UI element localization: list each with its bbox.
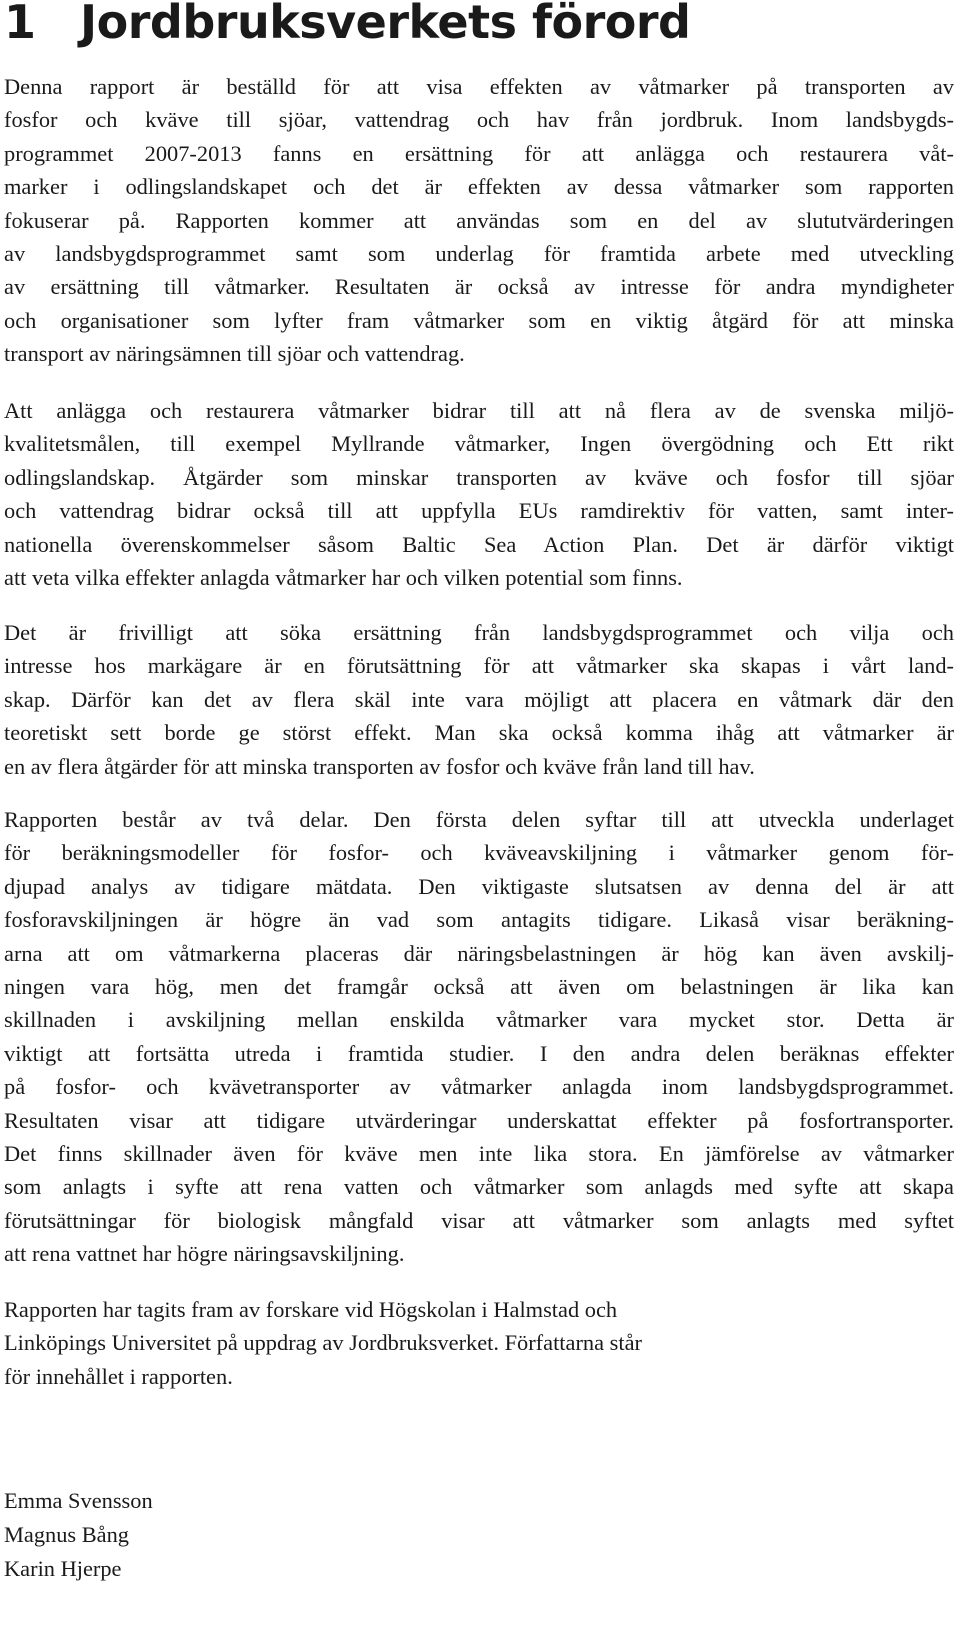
paragraph-authors — [4, 1293, 954, 1393]
text-line: transport av näringsämnen till sjöar och vattendrag. — [4, 341, 465, 367]
text-line: Rapporten har tagits fram av forskare vid Högskolan i Halmstad och — [4, 1297, 618, 1322]
paragraph-report-parts — [4, 803, 954, 1271]
text-line: Linköpings Universitet på uppdrag av Jordbruksverket. Författarna står — [4, 1330, 642, 1356]
text-line: Det finns skillnader även för kväve men inte lika stora. En jämförelse av våtmarker — [4, 1141, 954, 1167]
text-line: en av flera åtgärder för att minska transporten av fosfor och kväve från land till hav. — [4, 753, 755, 779]
text-line: intresse hos markägare är en förutsättning för att våtmarker ska skapas i vårt land- — [4, 653, 954, 679]
paragraph-environmental-goals — [4, 394, 954, 594]
signature-name: Karin Hjerpe — [4, 1556, 122, 1581]
text-line: av landsbygdsprogrammet samt som underlag för framtida arbete med utveckling — [4, 241, 954, 267]
signature-name: Emma Svensson — [4, 1488, 153, 1513]
text-line: skap. Därför kan det av flera skäl inte vara möjligt att placera en våtmark där den — [4, 686, 954, 712]
text-line: Denna rapport är beställd för att visa effekten av våtmarker på transporten av — [4, 74, 954, 99]
text-line: djupad analys av tidigare mätdata. Den viktigaste slutsatsen av denna del är att — [4, 873, 954, 899]
text-line: odlingslandskap. Åtgärder som minskar transporten av kväve och fosfor till sjöar — [4, 464, 954, 490]
text-line: nationella överenskommelser såsom Baltic Sea Action Plan. Det är därför viktigt — [4, 531, 954, 557]
text-line: arna att om våtmarkerna placeras där näringsbelastningen är hög kan även avskilj- — [4, 940, 954, 966]
paragraph-purpose — [4, 70, 954, 371]
text-line: programmet 2007-2013 fanns en ersättning för att anlägga och restaurera våt- — [4, 140, 954, 166]
text-line: på fosfor- och kvävetransporter av våtmarker anlagda inom landsbygdsprogrammet. — [4, 1074, 954, 1100]
text-line: och vattendrag bidrar också till att uppfylla EUs ramdirektiv för vatten, samt inter- — [4, 498, 954, 524]
text-line: och organisationer som lyfter fram våtmarker som en viktig åtgärd för att minska — [4, 307, 954, 333]
text-line: ningen vara hög, men det framgår också att även om belastningen är lika kan — [4, 974, 954, 1000]
text-line: viktigt att fortsätta utreda i framtida studier. I den andra delen beräknas effekter — [4, 1040, 954, 1066]
text-line: fosforavskiljningen är högre än vad som antagits tidigare. Likaså visar beräkning- — [4, 907, 954, 933]
text-line: fokuserar på. Rapporten kommer att användas som en del av slututvärderingen — [4, 207, 954, 233]
text-line: av ersättning till våtmarker. Resultaten är också av intresse för andra myndigheter — [4, 274, 954, 300]
chapter-number: 1 — [4, 0, 36, 49]
signature-name: Magnus Bång — [4, 1522, 130, 1547]
text-line: för innehållet i rapporten. — [4, 1363, 233, 1389]
text-line: fosfor och kväve till sjöar, vattendrag och hav från jordbruk. Inom landsbygds- — [4, 107, 954, 133]
chapter-title: Jordbruksverkets förord — [80, 0, 691, 49]
text-line: att veta vilka effekter anlagda våtmarker har och vilken potential som finns. — [4, 565, 683, 591]
text-line: som anlagts i syfte att rena vatten och våtmarker som anlagds med syfte att skapa — [4, 1174, 954, 1200]
text-line: Det är frivilligt att söka ersättning från landsbygdsprogrammet och vilja och — [4, 620, 954, 645]
text-line: för beräkningsmodeller för fosfor- och kväveavskiljning i våtmarker genom för- — [4, 840, 954, 866]
text-line: Att anlägga och restaurera våtmarker bidrar till att nå flera av de svenska miljö- — [4, 398, 954, 423]
text-line: förutsättningar för biologisk mångfald visar att våtmarker som anlagts med syftet — [4, 1207, 954, 1233]
signature-block — [4, 1484, 153, 1586]
text-line: skillnaden i avskiljning mellan enskilda våtmarker vara mycket stor. Detta är — [4, 1007, 954, 1033]
text-line: teoretiskt sett borde ge störst effekt. Man ska också komma ihåg att våtmarker är — [4, 720, 954, 746]
chapter-heading — [4, 0, 691, 50]
text-line: Resultaten visar att tidigare utvärderingar underskattat effekter på fosfortransporter. — [4, 1107, 954, 1133]
paragraph-voluntary — [4, 616, 954, 783]
text-line: Rapporten består av två delar. Den första delen syftar till att utveckla underlaget — [4, 807, 954, 832]
text-line: att rena vattnet har högre näringsavskiljning. — [4, 1241, 405, 1267]
text-line: marker i odlingslandskapet och det är effekten av dessa våtmarker som rapporten — [4, 174, 954, 200]
text-line: kvalitetsmålen, till exempel Myllrande våtmarker, Ingen övergödning och Ett rikt — [4, 431, 954, 457]
